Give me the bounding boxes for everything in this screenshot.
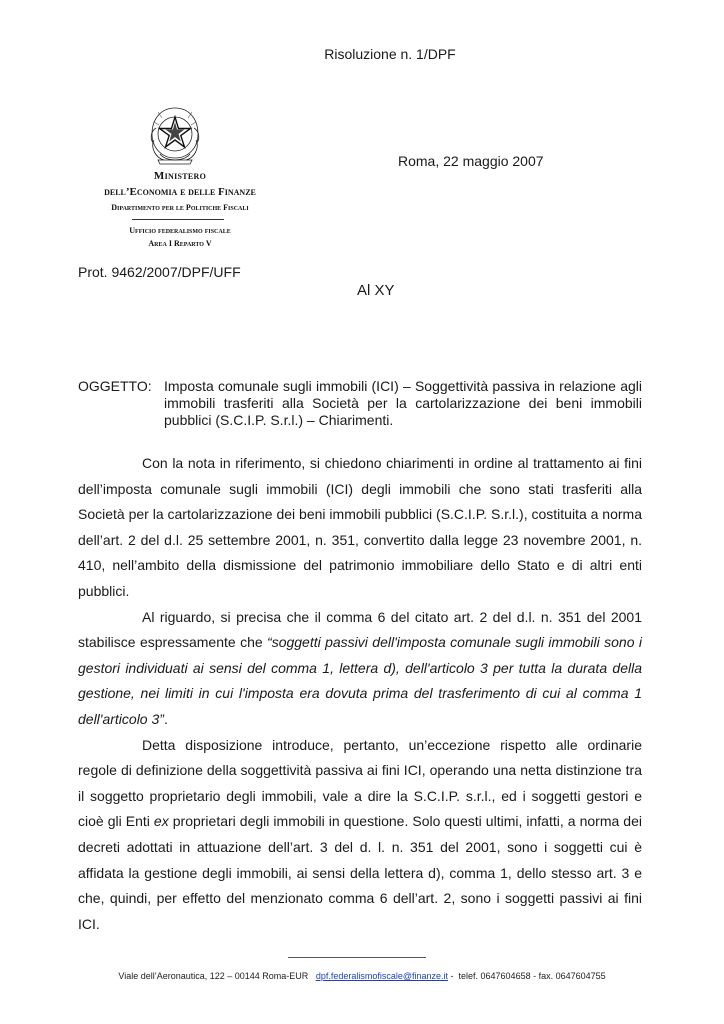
ministry-line-3: Dipartimento per le Politiche Fiscali [111,203,249,212]
ministry-name [72,170,288,182]
paragraph-3-part-b: proprietari degli immobili in questione. Solo questi ultimi, infatti, a norma dei decreti adottati in attuazione dell’art. 3 del d. l. n. 351 del 2001, sono i soggetti cui è affidata la gestione degli immobili, ai sensi della lettera d), comma 1, dello stesso art. 3 e che, quindi, per effetto del menzionato comma 6 dell’art. 2, sono i soggetti passivi ai fini ICI. [78,813,642,932]
office-area [72,239,288,248]
footer-address: Viale dell’Aeronautica, 122 – 00144 Roma-EUR [118,971,316,981]
recipient: Al XY [357,282,395,299]
paragraph-3-ex: ex [153,813,169,830]
letter-body [78,451,642,937]
office-name [72,226,288,235]
body-paragraph-2 [78,605,642,733]
footer-divider [288,957,426,958]
subject-text: Imposta comunale sugli immobili (ICI) – Soggettività passiva in relazione agli immobili trasferiti alla Società per la cartolarizzazione dei beni immobili pubblici (S.C.I.P. S.r.l.) – Chiarimenti. [164,378,642,428]
ministry-line-4: Ufficio federalismo fiscale [129,226,231,235]
document-number: Risoluzione n. 1/DPF [324,46,456,62]
footer-email-link[interactable]: dpf.federalismofiscale@finanze.it [315,971,449,981]
department-name [72,203,288,212]
body-paragraph-1: Con la nota in riferimento, si chiedono chiarimenti in ordine al trattamento ai fini dell’imposta comunale sugli immobili (ICI) degli immobili che sono stati trasferiti alla Società per la cartolarizzazione dei beni immobili pubblici (S.C.I.P. S.r.l.), costituita a norma dell’art. 2 del d.l. 25 settembre 2001, n. 351, convertito dalla legge 23 novembre 2001, n. 410, nell’ambito della dismissione del patrimonio immobiliare dello Stato e di altri enti pubblici. [78,455,642,599]
ministry-line-1: Ministero [153,170,207,182]
paragraph-2-intro: Al riguardo, si precisa che il comma 6 del citato art. 2 del d.l. n. 351 del 2001 stabilisce espressamente che [78,608,642,651]
footer-contacts: - telef. 0647604658 - fax. 0647604755 [448,971,606,981]
footer [0,971,724,981]
italian-republic-emblem-icon [146,104,204,166]
body-paragraph-3 [78,733,642,938]
ministry-line-2: dell’Economia e delle Finanze [104,186,256,198]
ministry-divider [132,219,224,220]
subject-label: OGGETTO: [78,378,152,394]
paragraph-2-end: . [163,710,168,727]
protocol-number: Prot. 9462/2007/DPF/UFF [78,264,241,280]
paragraph-3-part-a: Detta disposizione introduce, pertanto, un’eccezione rispetto alle ordinarie regole di definizione della soggettività passiva ai fini ICI, operando una netta distinzione tra il soggetto proprietario degli immobili, vale a dire la S.C.I.P. s.r.l., ed i soggetti gestori e cioè gli Enti [78,736,642,830]
ministry-line-5: Area I Reparto V [148,239,212,248]
ministry-title [72,186,288,198]
place-and-date: Roma, 22 maggio 2007 [398,153,544,169]
law-quotation: “soggetti passivi dell'imposta comunale sugli immobili sono i gestori individuati ai sensi del comma 1, lettera d), dell'articolo 3 per tutta la durata della gestione, nei limiti in cui l'imposta era dovuta prima del trasferimento di cui al comma 1 dell'articolo 3” [78,634,642,727]
